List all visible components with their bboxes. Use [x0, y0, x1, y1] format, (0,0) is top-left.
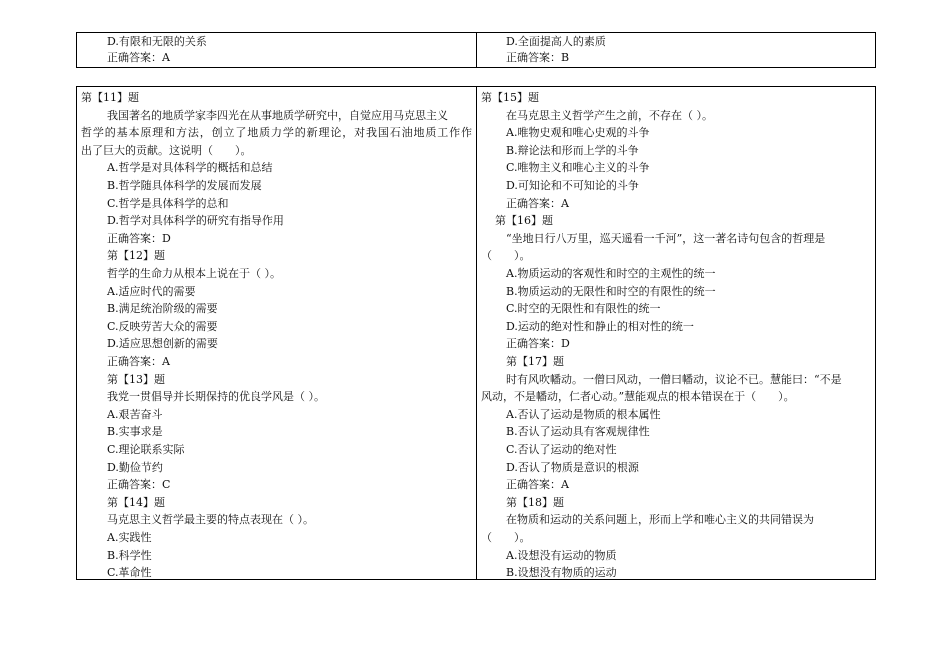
option-line: D.全面提高人的素质 — [506, 35, 606, 48]
option-line: B.哲学随具体科学的发展而发展 — [107, 179, 262, 192]
answer-line: 正确答案：C — [107, 478, 171, 492]
option-line: B.实事求是 — [107, 425, 163, 439]
option-line: A.唯物史观和唯心史观的斗争 — [506, 126, 650, 140]
option-line: D.运动的绝对性和静止的相对性的统一 — [506, 319, 694, 333]
question-text: 出了巨大的贡献。这说明（ ）。 — [81, 143, 252, 157]
top-table-right-cell — [477, 33, 875, 67]
question-text: 时有风吹幡动。一僧曰风动，一僧曰幡动，议论不已。慧能曰：“不是 — [506, 372, 842, 386]
option-line: C.时空的无限性和有限性的统一 — [506, 302, 661, 316]
answer-line: 正确答案：A — [107, 355, 170, 368]
question-table — [76, 86, 876, 580]
option-line: A.哲学是对具体科学的概括和总结 — [107, 161, 273, 175]
question-number: 第【15】题 — [481, 91, 539, 104]
option-line: C.理论联系实际 — [107, 443, 185, 456]
question-text: 我国著名的地质学家李四光在从事地质学研究中，自觉应用马克思主义 — [107, 108, 448, 122]
option-line: D.可知论和不可知论的斗争 — [506, 179, 639, 192]
option-line: B.设想没有物质的运动 — [506, 566, 617, 580]
answer-line: 正确答案：D — [506, 337, 570, 351]
option-line: A.适应时代的需要 — [107, 284, 196, 298]
option-line: D.勤俭节约 — [107, 460, 163, 474]
option-line: C.唯物主义和唯心主义的斗争 — [506, 161, 650, 175]
top-table-left-cell — [77, 33, 477, 67]
option-line: C.革命性 — [107, 566, 152, 580]
answer-line: 正确答案：A — [506, 196, 569, 210]
question-text: 哲学的基本原理和方法，创立了地质力学的新理论，对我国石油地质工作作 — [81, 126, 472, 140]
question-number: 第【16】题 — [495, 214, 553, 228]
option-line: C.哲学是具体科学的总和 — [107, 196, 229, 210]
question-text: （ ）。 — [481, 249, 531, 263]
option-line: B.物质运动的无限性和时空的有限性的统一 — [506, 284, 716, 298]
question-text: 哲学的生命力从根本上说在于（ ）。 — [107, 267, 281, 280]
option-line: D.否认了物质是意识的根源 — [506, 460, 639, 474]
answer-line: 正确答案：A — [107, 51, 170, 64]
option-line: B.辩论法和形而上学的斗争 — [506, 143, 639, 157]
option-line: D.适应思想创新的需要 — [107, 337, 218, 351]
question-number: 第【17】题 — [506, 355, 564, 368]
answer-line: 正确答案：B — [506, 51, 570, 64]
question-number: 第【14】题 — [107, 495, 165, 509]
question-number: 第【13】题 — [107, 372, 165, 386]
question-text: 在物质和运动的关系问题上，形而上学和唯心主义的共同错误为 — [506, 513, 814, 527]
question-number: 第【18】题 — [506, 495, 564, 509]
option-line: A.实践性 — [107, 531, 152, 544]
option-line: B.满足统治阶级的需要 — [107, 302, 218, 316]
option-line: D.有限和无限的关系 — [107, 35, 207, 48]
top-answer-table — [76, 32, 876, 68]
question-text: “坐地日行八万里，巡天遥看一千河”，这一著名诗句包含的哲理是 — [506, 231, 826, 245]
question-text: 风动，不是幡动，仁者心动。”慧能观点的根本错误在于（ ）。 — [481, 390, 795, 404]
option-line: A.物质运动的客观性和时空的主观性的统一 — [506, 267, 716, 280]
option-line: B.否认了运动具有客观规律性 — [506, 425, 650, 439]
option-line: C.否认了运动的绝对性 — [506, 443, 617, 456]
question-text: 我党一贯倡导并长期保持的优良学风是（ ）。 — [107, 390, 325, 404]
answer-line: 正确答案：D — [107, 231, 171, 245]
option-line: A.否认了运动是物质的根本属性 — [506, 407, 661, 421]
question-text: 马克思主义哲学最主要的特点表现在（ ）。 — [107, 513, 314, 527]
question-text: （ ）。 — [481, 531, 531, 544]
option-line: B.科学性 — [107, 548, 152, 562]
option-line: A.艰苦奋斗 — [107, 407, 163, 421]
question-number: 第【11】题 — [81, 91, 139, 104]
question-column-right — [477, 87, 875, 579]
option-line: A.设想没有运动的物质 — [506, 548, 617, 562]
question-column-left — [77, 87, 477, 579]
option-line: C.反映劳苦大众的需要 — [107, 319, 218, 333]
question-number: 第【12】题 — [107, 249, 165, 263]
option-line: D.哲学对具体科学的研究有指导作用 — [107, 214, 284, 228]
answer-line: 正确答案：A — [506, 478, 569, 492]
question-text: 在马克思主义哲学产生之前，不存在（ ）。 — [506, 108, 713, 122]
